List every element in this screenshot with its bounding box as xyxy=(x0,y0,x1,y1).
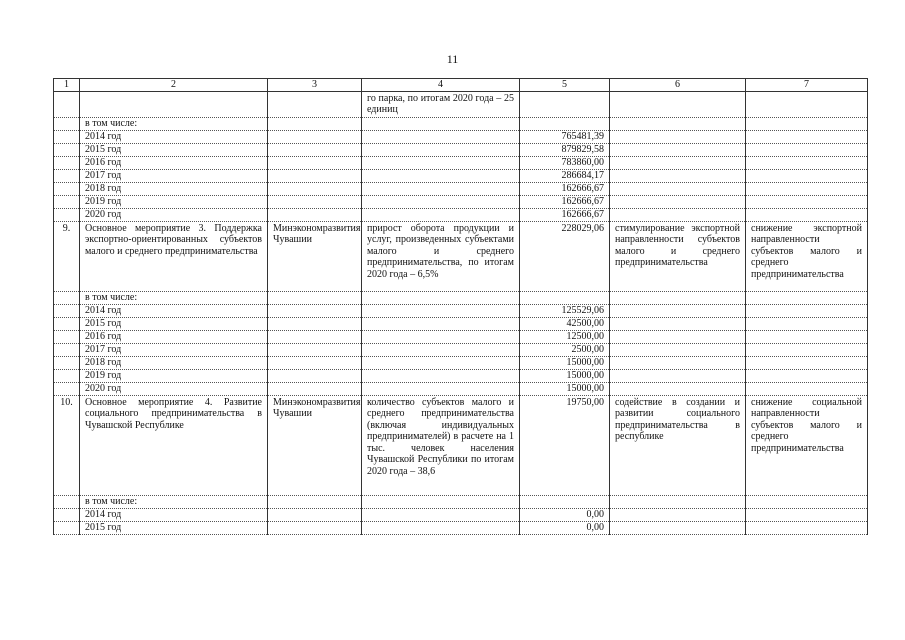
cell-empty xyxy=(746,356,868,369)
block1-year-row xyxy=(54,143,868,156)
header-row xyxy=(54,79,868,92)
block10-year-row xyxy=(54,508,868,521)
year-amount: 12500,00 xyxy=(520,330,610,343)
year-amount: 0,00 xyxy=(520,508,610,521)
cell-empty xyxy=(610,156,746,169)
block9-year-row xyxy=(54,382,868,395)
header-cell: 6 xyxy=(610,79,746,92)
cell-empty xyxy=(268,291,362,304)
cell-empty xyxy=(746,521,868,534)
cell-empty xyxy=(746,182,868,195)
cell-empty xyxy=(268,91,362,117)
block1-year-row xyxy=(54,195,868,208)
header-cell: 3 xyxy=(268,79,362,92)
cell-empty xyxy=(54,343,80,356)
subtotal-label: в том числе: xyxy=(80,291,268,304)
activity-row-9 xyxy=(54,221,868,291)
cell-empty xyxy=(268,182,362,195)
cell-empty xyxy=(362,291,520,304)
cell-empty xyxy=(362,356,520,369)
cell-empty xyxy=(54,317,80,330)
block9-year-row xyxy=(54,330,868,343)
cell-empty xyxy=(54,369,80,382)
header-cell: 1 xyxy=(54,79,80,92)
cell-empty xyxy=(520,91,610,117)
indicator-cell: го парка, по итогам 2020 года – 25 единиц xyxy=(362,91,520,117)
cell-empty xyxy=(268,208,362,221)
year-amount: 783860,00 xyxy=(520,156,610,169)
cell-empty xyxy=(746,291,868,304)
cell-empty xyxy=(362,521,520,534)
cell-empty xyxy=(610,208,746,221)
year-label: 2018 год xyxy=(80,356,268,369)
year-amount: 125529,06 xyxy=(520,304,610,317)
cell-empty xyxy=(362,182,520,195)
year-label: 2014 год xyxy=(80,130,268,143)
cell-empty xyxy=(362,369,520,382)
year-amount: 15000,00 xyxy=(520,382,610,395)
cell-empty xyxy=(746,508,868,521)
cell-empty xyxy=(746,330,868,343)
cell-empty xyxy=(610,169,746,182)
cell-empty xyxy=(54,117,80,130)
block10-year-row xyxy=(54,521,868,534)
cell-empty xyxy=(268,369,362,382)
cell-empty xyxy=(362,304,520,317)
cell-empty xyxy=(610,382,746,395)
activity-name: Основное мероприятие 4. Развитие социального предпринимательства в Чувашской Республике xyxy=(80,395,268,495)
cell-empty xyxy=(268,521,362,534)
block9-year-row xyxy=(54,317,868,330)
year-label: 2017 год xyxy=(80,169,268,182)
year-label: 2016 год xyxy=(80,330,268,343)
continuation-row xyxy=(54,91,868,117)
cell-empty xyxy=(610,343,746,356)
total-amount: 19750,00 xyxy=(520,395,610,495)
cell-empty xyxy=(520,291,610,304)
cell-empty xyxy=(54,195,80,208)
year-amount: 15000,00 xyxy=(520,369,610,382)
total-amount: 228029,06 xyxy=(520,221,610,291)
header-cell: 5 xyxy=(520,79,610,92)
row-number: 10. xyxy=(54,395,80,495)
cell-empty xyxy=(362,143,520,156)
cell-empty xyxy=(54,91,80,117)
cell-empty xyxy=(268,317,362,330)
cell-empty xyxy=(746,317,868,330)
cell-empty xyxy=(268,330,362,343)
block1-year-row xyxy=(54,182,868,195)
cell-empty xyxy=(610,291,746,304)
cell-empty xyxy=(268,195,362,208)
block1-year-row xyxy=(54,169,868,182)
row-number: 9. xyxy=(54,221,80,291)
subtotal-label-row xyxy=(54,117,868,130)
activity-name: Основное мероприятие 3. Поддержка экспортно-ориентированных субъектов малого и среднего предпринимательства xyxy=(80,221,268,291)
cell-empty xyxy=(362,508,520,521)
year-amount: 162666,67 xyxy=(520,182,610,195)
cell-empty xyxy=(268,343,362,356)
year-label: 2015 год xyxy=(80,143,268,156)
header-cell: 2 xyxy=(80,79,268,92)
cell-empty xyxy=(746,156,868,169)
activity-row-10 xyxy=(54,395,868,495)
year-label: 2018 год xyxy=(80,182,268,195)
cell-empty xyxy=(746,369,868,382)
subtotal-label-row xyxy=(54,291,868,304)
cell-empty xyxy=(54,330,80,343)
cell-empty xyxy=(54,304,80,317)
cell-empty xyxy=(268,130,362,143)
responsible-executor: Минэкономразвития Чувашии xyxy=(268,395,362,495)
block1-year-row xyxy=(54,130,868,143)
cell-empty xyxy=(610,91,746,117)
cell-empty xyxy=(746,343,868,356)
block9-year-row xyxy=(54,369,868,382)
cell-empty xyxy=(362,169,520,182)
year-amount: 162666,67 xyxy=(520,208,610,221)
cell-empty xyxy=(362,495,520,508)
cell-empty xyxy=(54,495,80,508)
cell-empty xyxy=(268,495,362,508)
cell-empty xyxy=(610,143,746,156)
subtotal-label: в том числе: xyxy=(80,117,268,130)
cell-empty xyxy=(520,495,610,508)
cell-empty xyxy=(54,208,80,221)
cell-empty xyxy=(746,495,868,508)
cell-empty xyxy=(746,208,868,221)
cell-empty xyxy=(268,143,362,156)
cell-empty xyxy=(268,304,362,317)
year-amount: 42500,00 xyxy=(520,317,610,330)
cell-empty xyxy=(54,356,80,369)
cell-empty xyxy=(54,182,80,195)
cell-empty xyxy=(362,330,520,343)
year-label: 2019 год xyxy=(80,369,268,382)
cell-empty xyxy=(268,156,362,169)
cell-empty xyxy=(80,91,268,117)
year-amount: 162666,67 xyxy=(520,195,610,208)
block9-year-row xyxy=(54,356,868,369)
header-cell: 7 xyxy=(746,79,868,92)
year-label: 2020 год xyxy=(80,382,268,395)
cell-empty xyxy=(610,495,746,508)
subtotal-label: в том числе: xyxy=(80,495,268,508)
cell-empty xyxy=(268,169,362,182)
block1-year-row xyxy=(54,156,868,169)
year-label: 2015 год xyxy=(80,521,268,534)
cell-empty xyxy=(746,91,868,117)
cell-empty xyxy=(746,143,868,156)
cell-empty xyxy=(54,130,80,143)
block9-year-row xyxy=(54,343,868,356)
cell-empty xyxy=(362,382,520,395)
non-implementation-consequence: снижение социальной направленности субъектов малого и среднего предпринимательства xyxy=(746,395,868,495)
target-indicator: количество субъектов малого и среднего предпринимательства (включая индивидуальных предпринимателей) в расчете на 1 тыс. человек населения Чувашской Республики по итогам 2020 года – 38,6 xyxy=(362,395,520,495)
cell-empty xyxy=(610,304,746,317)
program-table xyxy=(53,78,868,535)
year-amount: 286684,17 xyxy=(520,169,610,182)
block9-year-row xyxy=(54,304,868,317)
header-cell: 4 xyxy=(362,79,520,92)
non-implementation-consequence: снижение экспортной направленности субъектов малого и среднего предпринимательства xyxy=(746,221,868,291)
year-label: 2019 год xyxy=(80,195,268,208)
cell-empty xyxy=(54,169,80,182)
cell-empty xyxy=(610,317,746,330)
year-label: 2014 год xyxy=(80,508,268,521)
cell-empty xyxy=(268,382,362,395)
cell-empty xyxy=(746,130,868,143)
cell-empty xyxy=(610,195,746,208)
cell-empty xyxy=(362,195,520,208)
cell-empty xyxy=(362,208,520,221)
year-amount: 765481,39 xyxy=(520,130,610,143)
year-label: 2017 год xyxy=(80,343,268,356)
cell-empty xyxy=(746,382,868,395)
cell-empty xyxy=(54,508,80,521)
cell-empty xyxy=(610,330,746,343)
cell-empty xyxy=(54,143,80,156)
year-label: 2014 год xyxy=(80,304,268,317)
subtotal-label-row xyxy=(54,495,868,508)
year-amount: 15000,00 xyxy=(520,356,610,369)
cell-empty xyxy=(610,521,746,534)
year-label: 2016 год xyxy=(80,156,268,169)
cell-empty xyxy=(268,356,362,369)
cell-empty xyxy=(54,156,80,169)
responsible-executor: Минэкономразвития Чувашии xyxy=(268,221,362,291)
cell-empty xyxy=(268,508,362,521)
cell-empty xyxy=(362,130,520,143)
cell-empty xyxy=(54,382,80,395)
cell-empty xyxy=(54,521,80,534)
cell-empty xyxy=(362,343,520,356)
cell-empty xyxy=(610,369,746,382)
cell-empty xyxy=(54,291,80,304)
year-amount: 2500,00 xyxy=(520,343,610,356)
cell-empty xyxy=(746,195,868,208)
block1-year-row xyxy=(54,208,868,221)
cell-empty xyxy=(362,156,520,169)
page-number: 11 xyxy=(446,52,459,66)
cell-empty xyxy=(610,508,746,521)
year-amount: 0,00 xyxy=(520,521,610,534)
expected-result: стимулирование экспортной направленности субъектов малого и среднего предпринимательства xyxy=(610,221,746,291)
cell-empty xyxy=(746,169,868,182)
year-amount: 879829,58 xyxy=(520,143,610,156)
year-label: 2020 год xyxy=(80,208,268,221)
cell-empty xyxy=(362,317,520,330)
expected-result: содействие в создании и развитии социального предпринимательства в республике xyxy=(610,395,746,495)
cell-empty xyxy=(610,182,746,195)
cell-empty xyxy=(610,130,746,143)
cell-empty xyxy=(746,304,868,317)
year-label: 2015 год xyxy=(80,317,268,330)
cell-empty xyxy=(610,356,746,369)
target-indicator: прирост оборота продукции и услуг, произведенных субъектами малого и среднего предпринимательства, по итогам 2020 года – 6,5% xyxy=(362,221,520,291)
